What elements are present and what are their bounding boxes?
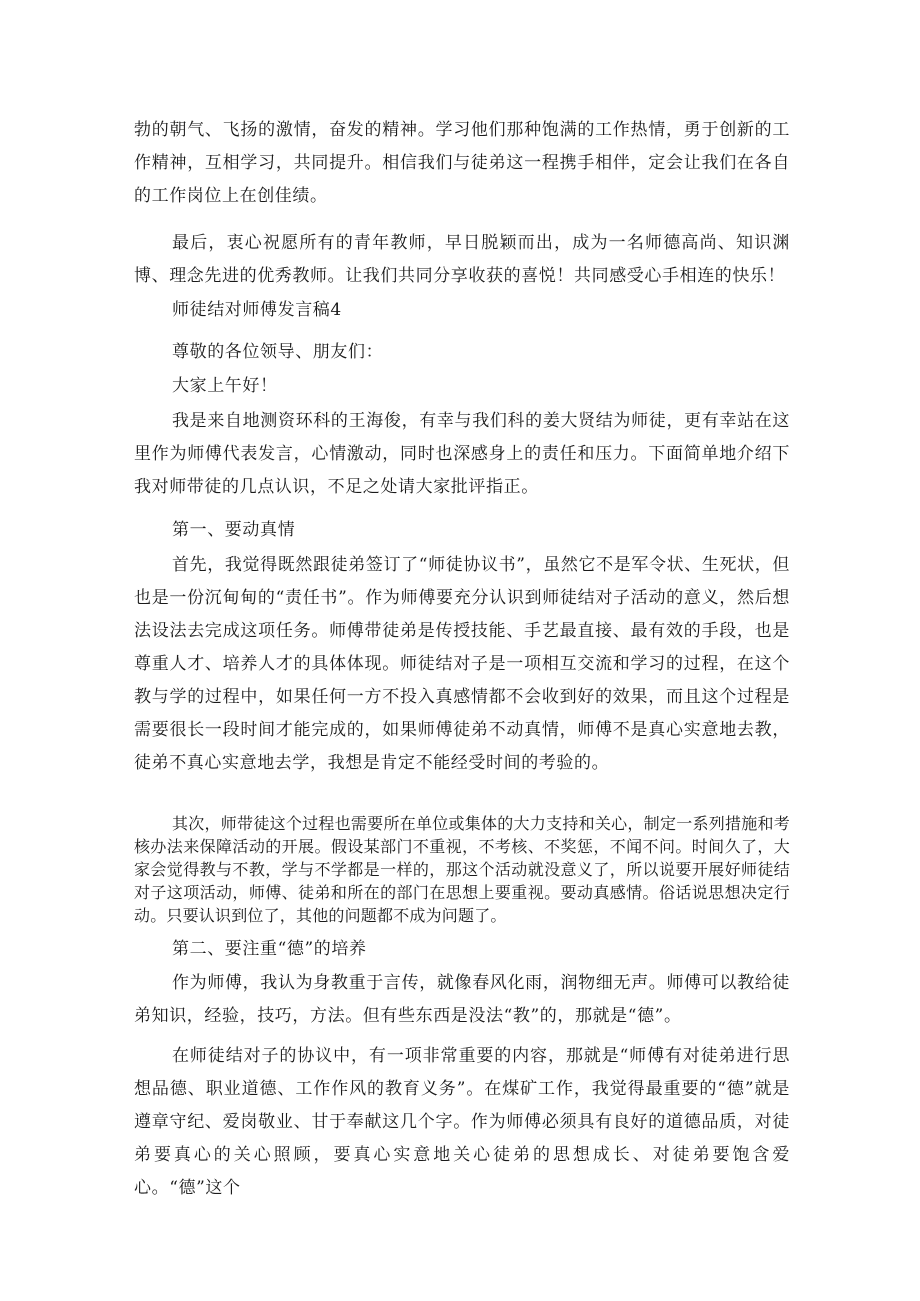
greeting-morning: 大家上午好！: [172, 376, 278, 396]
paragraph-second-point-support: 其次，师带徒这个过程也需要所在单位或集体的大力支持和关心，制定一系列措施和考核办法来保障活动的开展。假设某部门不重视，不考核、不奖惩，不闻不问。时间久了，大家会觉得教与不教，学与不学都是一样的，那这个活动就没意义了，所以说要开展好师徒结对子这项活动，师傅、徒弟和所在的部门在思想上要重视。要动真感情。俗话说思想决定行动。只要认识到位了，其他的问题都不成为问题了。: [134, 814, 790, 925]
subheading-second: 第二、要注重“德”的培养: [172, 939, 367, 959]
greeting-audience: 尊敬的各位领导、朋友们：: [172, 342, 384, 362]
paragraph-introduction: 我是来自地测资环科的王海俊，有幸与我们科的姜大贤结为师徒，更有幸站在这里作为师傅代表发言，心情激动，同时也深感身上的责任和压力。下面简单地介绍下我对师带徒的几点认识，不足之处请大家批评指正。: [134, 411, 790, 497]
paragraph-continuation: 勃的朝气、飞扬的激情，奋发的精神。学习他们那种饱满的工作热情，勇于创新的工作精神，互相学习，共同提升。相信我们与徒弟这一程携手相伴，定会让我们在各自的工作岗位上在创佳绩。: [134, 120, 790, 206]
subheading-first: 第一、要动真情: [172, 520, 296, 540]
paragraph-first-point: 首先，我觉得既然跟徒弟签订了“师徒协议书”，虽然它不是军令状、生死状，但也是一份沉甸甸的“责任书”。作为师傅要充分认识到师徒结对子活动的意义，然后想法设法去完成这项任务。师傅带徒弟是传授技能、手艺最直接、最有效的手段，也是尊重人才、培养人才的具体体现。师徒结对子是一项相互交流和学习的过程，在这个教与学的过程中，如果任何一方不投入真感情都不会收到好的效果，而且这个过程是需要很长一段时间才能完成的，如果师傅徒弟不动真情，师傅不是真心实意地去教，徒弟不真心实意地去学，我想是肯定不能经受时间的考验的。: [134, 555, 790, 773]
paragraph-morality-teaching: 作为师傅，我认为身教重于言传，就像春风化雨，润物细无声。师傅可以教给徒弟知识，经验，技巧，方法。但有些东西是没法“教”的，那就是“德”。: [134, 973, 790, 1026]
paragraph-closing-wishes: 最后，衷心祝愿所有的青年教师，早日脱颖而出，成为一名师德高尚、知识渊博、理念先进的优秀教师。让我们共同分享收获的喜悦！共同感受心手相连的快乐！: [134, 233, 790, 286]
section-title: 师徒结对师傅发言稿4: [172, 300, 342, 320]
paragraph-morality-agreement: 在师徒结对子的协议中，有一项非常重要的内容，那就是“师傅有对徒弟进行思想品德、职业道德、工作作风的教育义务”。在煤矿工作，我觉得最重要的“德”就是遵章守纪、爱岗敬业、甘于奉献这几个字。作为师傅必须具有良好的道德品质，对徒弟要真心的关心照顾，要真心实意地关心徒弟的思想成长、对徒弟要饱含爱心。“德”这个: [134, 1046, 790, 1198]
